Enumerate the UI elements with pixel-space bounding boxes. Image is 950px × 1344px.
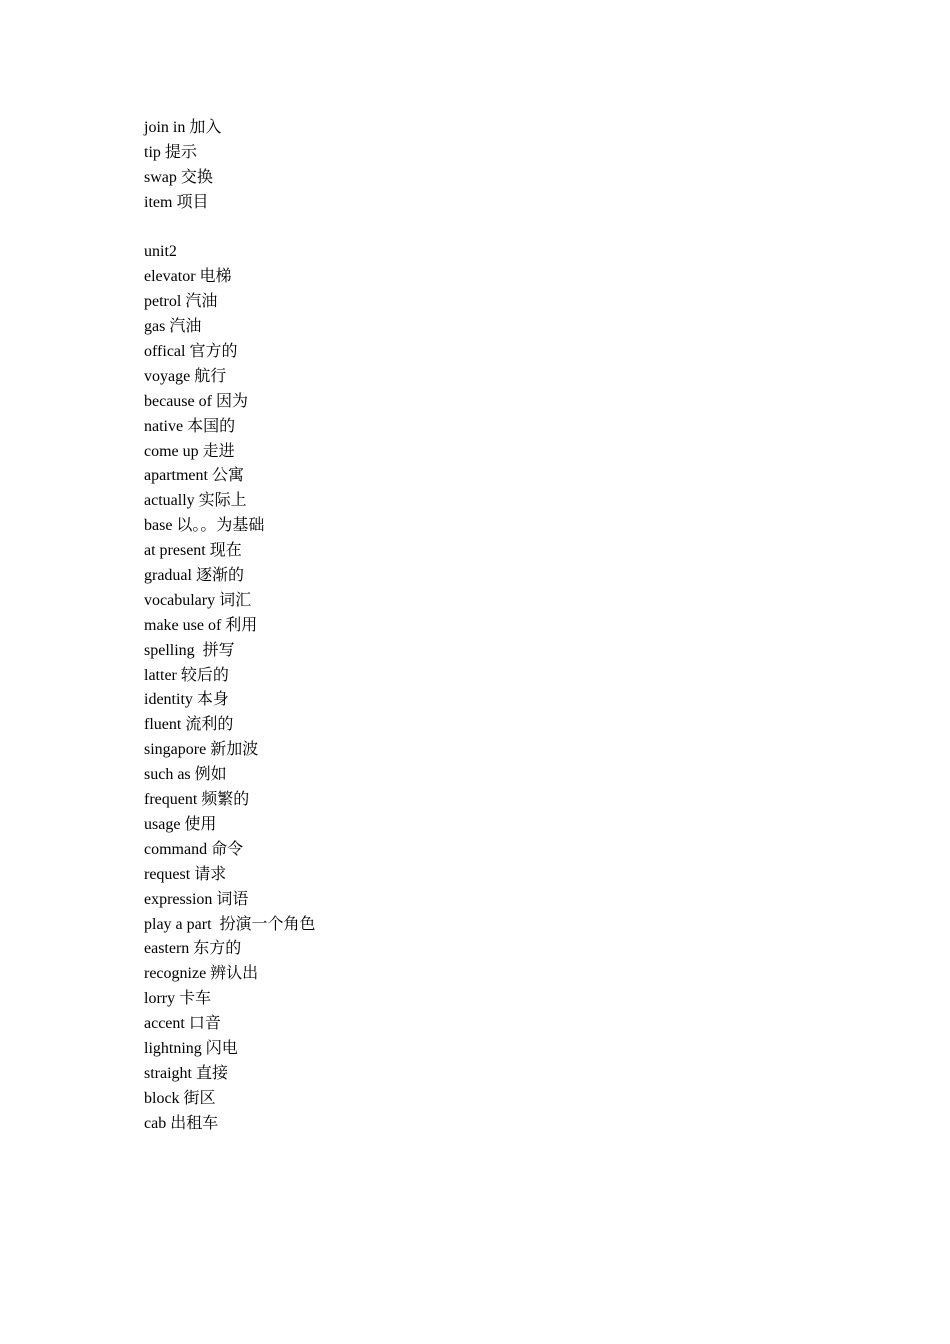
vocab-line: usage 使用: [144, 815, 217, 833]
vocab-line: expression 词语: [144, 890, 249, 908]
vocab-line: lightning 闪电: [144, 1039, 238, 1057]
vocab-line: straight 直接: [144, 1064, 228, 1082]
vocab-line: tip 提示: [144, 143, 197, 161]
vocab-line: singapore 新加波: [144, 741, 259, 759]
vocab-line: eastern 东方的: [144, 940, 242, 958]
vocab-line: make use of 利用: [144, 616, 258, 634]
vocab-line: because of 因为: [144, 392, 248, 410]
vocab-line: native 本国的: [144, 417, 236, 435]
vocab-line: come up 走进: [144, 442, 235, 460]
vocab-line: elevator 电梯: [144, 268, 232, 286]
vocab-line: actually 实际上: [144, 492, 247, 510]
vocabulary-list: [144, 116, 316, 1137]
vocab-line: command 命令: [144, 840, 244, 858]
vocab-line: fluent 流利的: [144, 716, 234, 734]
vocab-line: latter 较后的: [144, 666, 229, 684]
vocab-line: at present 现在: [144, 542, 242, 560]
vocab-line: join in 加入: [144, 119, 222, 136]
vocab-line: item 项目: [144, 193, 209, 211]
vocab-line: recognize 辨认出: [144, 965, 259, 983]
blank-line: [144, 216, 316, 241]
vocab-line: voyage 航行: [144, 367, 227, 385]
vocab-line: petrol 汽油: [144, 293, 218, 311]
vocab-line: vocabulary 词汇: [144, 591, 252, 609]
unit-heading: unit2: [144, 243, 177, 261]
vocab-line: frequent 频繁的: [144, 791, 250, 809]
vocab-line: apartment 公寓: [144, 467, 244, 485]
vocab-line: swap 交换: [144, 168, 213, 186]
vocab-line: accent 口音: [144, 1015, 221, 1033]
vocab-line: base 以。。为基础: [144, 517, 265, 535]
vocab-line: such as 例如: [144, 766, 227, 784]
vocab-line: gradual 逐渐的: [144, 567, 244, 585]
vocab-line: lorry 卡车: [144, 990, 212, 1008]
vocab-line: spelling 拼写: [144, 641, 235, 659]
vocab-line: block 街区: [144, 1089, 216, 1107]
vocab-line: identity 本身: [144, 691, 229, 709]
vocab-line: request 请求: [144, 865, 227, 883]
vocab-line: gas 汽油: [144, 318, 202, 336]
vocab-line: play a part 扮演一个角色: [144, 915, 316, 933]
vocab-line: cab 出租车: [144, 1114, 219, 1132]
vocab-line: offical 官方的: [144, 343, 238, 361]
